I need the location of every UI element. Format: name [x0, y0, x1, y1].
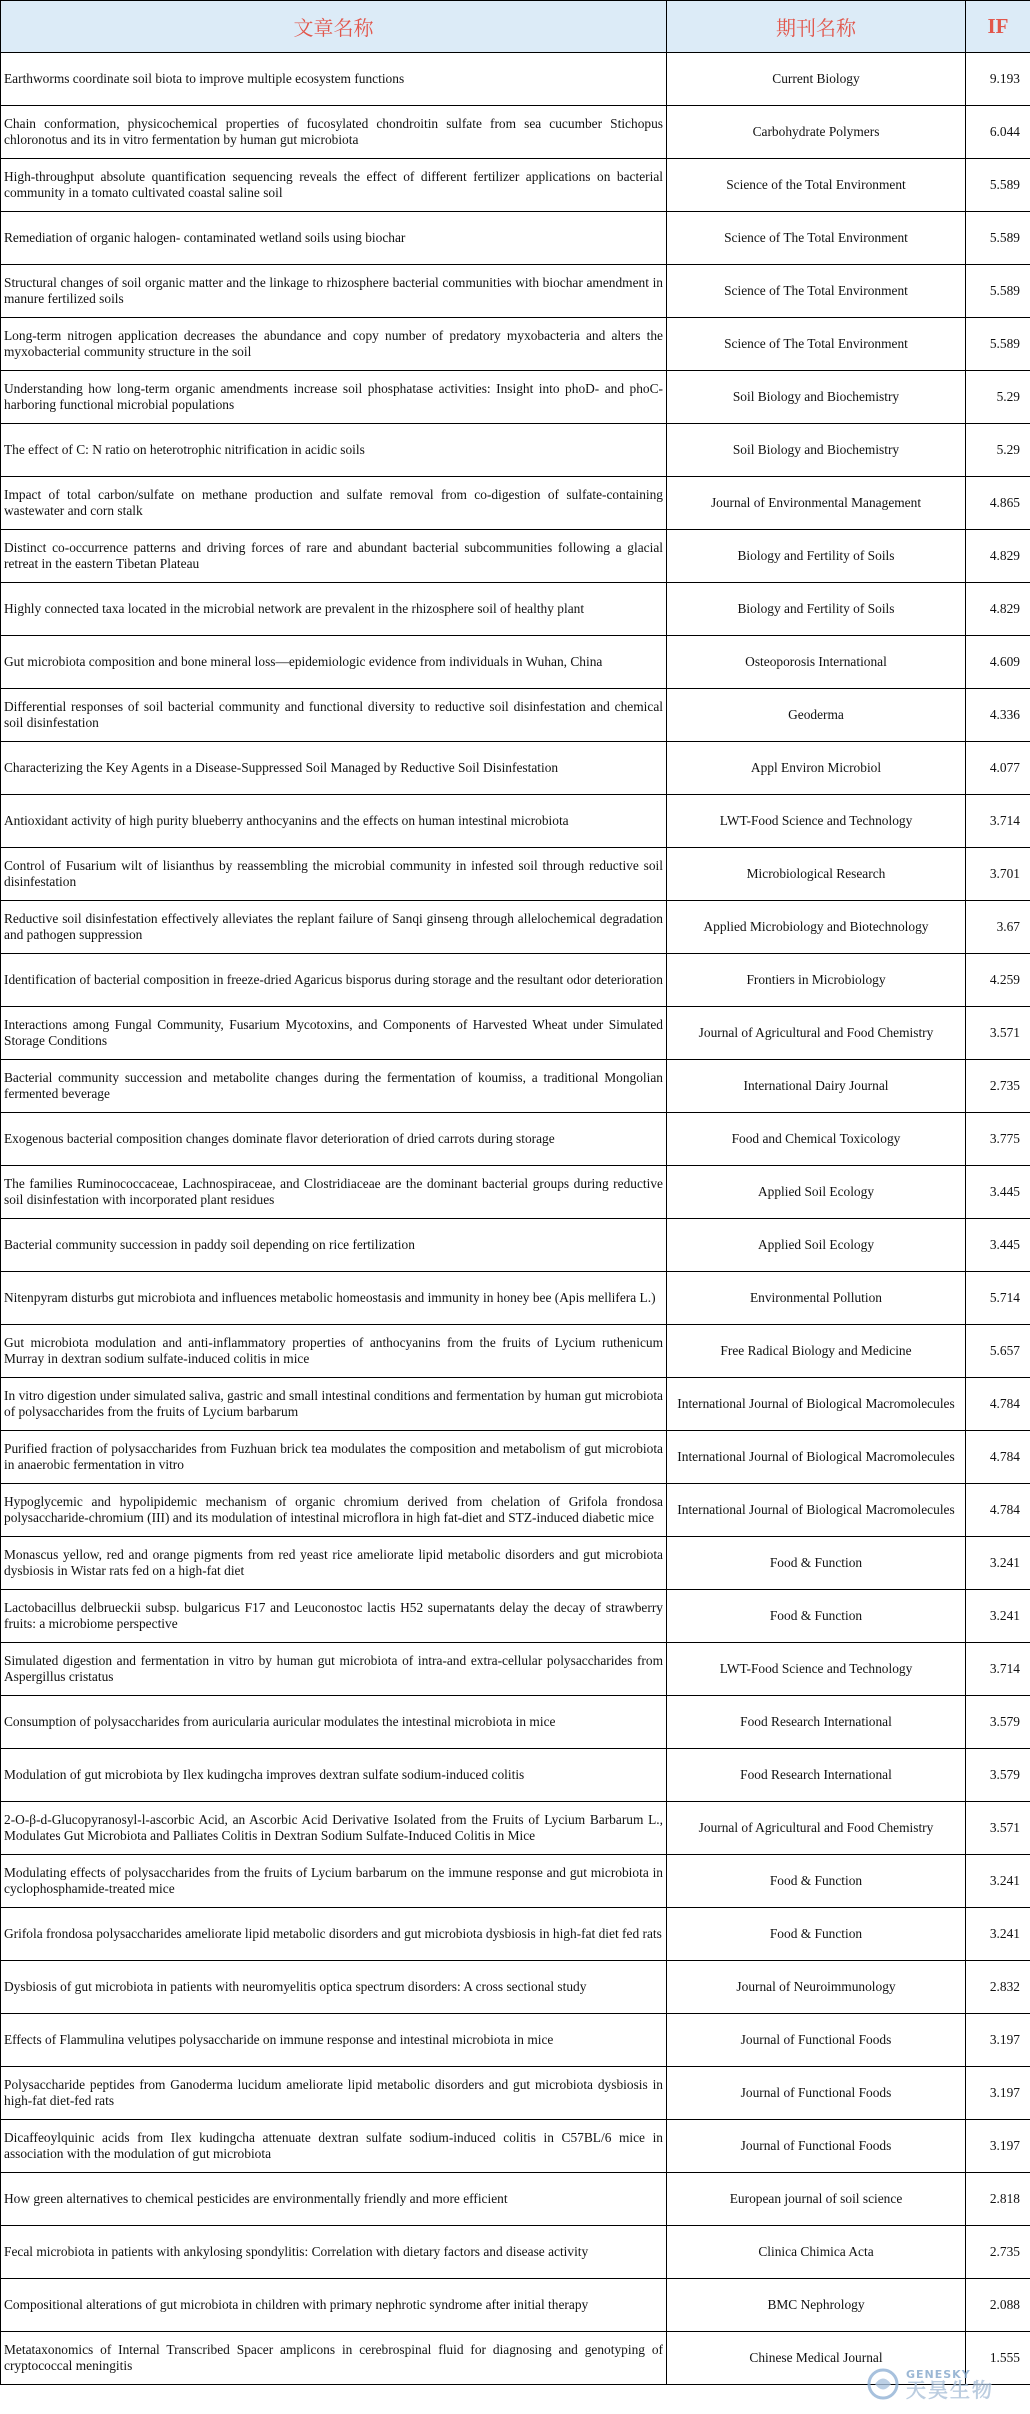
article-title-cell: Compositional alterations of gut microbiota in children with primary nephrotic syndrome after initial therapy — [1, 2279, 667, 2332]
impact-factor-cell: 5.29 — [966, 424, 1030, 477]
article-title-cell: Reductive soil disinfestation effectively alleviates the replant failure of Sanqi ginseng through allelochemical degradation and pathogen suppression — [1, 901, 667, 954]
journal-name-cell: Science of the Total Environment — [667, 159, 966, 212]
journal-name-cell: Journal of Functional Foods — [667, 2120, 966, 2173]
impact-factor-cell: 3.571 — [966, 1802, 1030, 1855]
journal-name-cell: European journal of soil science — [667, 2173, 966, 2226]
article-title-cell: 2-O-β-d-Glucopyranosyl-l-ascorbic Acid, an Ascorbic Acid Derivative Isolated from the Fruits of Lycium Barbarum L., Modulates Gut Microbiota and Palliates Colitis in Dextran Sodium Sulfate-Induced Colitis in Mice — [1, 1802, 667, 1855]
journal-name-cell: BMC Nephrology — [667, 2279, 966, 2332]
table-row — [1, 1219, 1030, 1272]
impact-factor-cell: 3.714 — [966, 1643, 1030, 1696]
impact-factor-cell: 5.589 — [966, 212, 1030, 265]
impact-factor-cell: 3.241 — [966, 1590, 1030, 1643]
article-title-cell: Purified fraction of polysaccharides from Fuzhuan brick tea modulates the composition and metabolism of gut microbiota in anaerobic fermentation in vitro — [1, 1431, 667, 1484]
journal-name-cell: Food & Function — [667, 1908, 966, 1961]
article-title-cell: Metataxonomics of Internal Transcribed Spacer amplicons in cerebrospinal fluid for diagnosing and genotyping of cryptococcal meningitis — [1, 2332, 667, 2385]
table-row — [1, 583, 1030, 636]
table-row — [1, 1908, 1030, 1961]
table-row — [1, 1749, 1030, 1802]
table-row — [1, 2279, 1030, 2332]
impact-factor-cell: 1.555 — [966, 2332, 1030, 2385]
impact-factor-cell: 4.829 — [966, 583, 1030, 636]
article-title-cell: Bacterial community succession in paddy soil depending on rice fertilization — [1, 1219, 667, 1272]
article-title-cell: Structural changes of soil organic matter and the linkage to rhizosphere bacterial communities with biochar amendment in manure fertilized soils — [1, 265, 667, 318]
journal-name-cell: International Dairy Journal — [667, 1060, 966, 1113]
article-title-cell: Modulation of gut microbiota by Ilex kudingcha improves dextran sulfate sodium-induced colitis — [1, 1749, 667, 1802]
impact-factor-cell: 4.784 — [966, 1378, 1030, 1431]
journal-name-cell: Soil Biology and Biochemistry — [667, 371, 966, 424]
table-row — [1, 1166, 1030, 1219]
table-row — [1, 1007, 1030, 1060]
header-article-title: 文章名称 — [1, 1, 667, 53]
header-impact-factor: IF — [966, 1, 1030, 53]
table-row — [1, 1484, 1030, 1537]
impact-factor-cell: 3.197 — [966, 2120, 1030, 2173]
impact-factor-cell: 9.193 — [966, 53, 1030, 106]
impact-factor-cell: 3.197 — [966, 2067, 1030, 2120]
table-row — [1, 424, 1030, 477]
watermark-name-cn: 天昊生物 — [906, 2377, 994, 2402]
table-row — [1, 1272, 1030, 1325]
journal-name-cell: LWT-Food Science and Technology — [667, 795, 966, 848]
impact-factor-cell: 3.67 — [966, 901, 1030, 954]
impact-factor-cell: 4.609 — [966, 636, 1030, 689]
journal-name-cell: Food Research International — [667, 1749, 966, 1802]
table-row — [1, 1643, 1030, 1696]
table-row — [1, 1961, 1030, 2014]
table-row — [1, 371, 1030, 424]
article-title-cell: Understanding how long-term organic amendments increase soil phosphatase activities: Insight into phoD- and phoC-harboring functional microbial populations — [1, 371, 667, 424]
article-title-cell: Nitenpyram disturbs gut microbiota and influences metabolic homeostasis and immunity in honey bee (Apis mellifera L.) — [1, 1272, 667, 1325]
impact-factor-cell: 4.259 — [966, 954, 1030, 1007]
table-row — [1, 2173, 1030, 2226]
impact-factor-cell: 3.579 — [966, 1749, 1030, 1802]
impact-factor-cell: 5.29 — [966, 371, 1030, 424]
impact-factor-cell: 2.832 — [966, 1961, 1030, 2014]
journal-name-cell: Biology and Fertility of Soils — [667, 530, 966, 583]
journal-name-cell: Food Research International — [667, 1696, 966, 1749]
article-title-cell: Impact of total carbon/sulfate on methane production and sulfate removal from co-digestion of sulfate-containing wastewater and corn stalk — [1, 477, 667, 530]
impact-factor-cell: 2.735 — [966, 2226, 1030, 2279]
journal-name-cell: Food & Function — [667, 1590, 966, 1643]
table-row — [1, 954, 1030, 1007]
impact-factor-cell: 3.241 — [966, 1908, 1030, 1961]
article-title-cell: Fecal microbiota in patients with ankylosing spondylitis: Correlation with dietary factors and disease activity — [1, 2226, 667, 2279]
impact-factor-cell: 4.784 — [966, 1431, 1030, 1484]
article-title-cell: Modulating effects of polysaccharides from the fruits of Lycium barbarum on the immune response and gut microbiota in cyclophosphamide-treated mice — [1, 1855, 667, 1908]
journal-name-cell: Journal of Agricultural and Food Chemistry — [667, 1007, 966, 1060]
table-row — [1, 1802, 1030, 1855]
impact-factor-cell: 2.818 — [966, 2173, 1030, 2226]
article-title-cell: Long-term nitrogen application decreases the abundance and copy number of predatory myxobacteria and alters the myxobacterial community structure in the soil — [1, 318, 667, 371]
article-title-cell: Identification of bacterial composition in freeze-dried Agaricus bisporus during storage and the resultant odor deterioration — [1, 954, 667, 1007]
impact-factor-cell: 3.571 — [966, 1007, 1030, 1060]
table-row — [1, 1113, 1030, 1166]
article-title-cell: Lactobacillus delbrueckii subsp. bulgaricus F17 and Leuconostoc lactis H52 supernatants delay the decay of strawberry fruits: a microbiome perspective — [1, 1590, 667, 1643]
journal-name-cell: Journal of Functional Foods — [667, 2067, 966, 2120]
journal-name-cell: Food & Function — [667, 1855, 966, 1908]
article-title-cell: Polysaccharide peptides from Ganoderma lucidum ameliorate lipid metabolic disorders and gut microbiota dysbiosis in high-fat diet-fed rats — [1, 2067, 667, 2120]
journal-name-cell: Science of The Total Environment — [667, 318, 966, 371]
journal-name-cell: Clinica Chimica Acta — [667, 2226, 966, 2279]
article-title-cell: Dicaffeoylquinic acids from Ilex kudingcha attenuate dextran sulfate sodium-induced colitis in C57BL/6 mice in association with the modulation of gut microbiota — [1, 2120, 667, 2173]
journal-name-cell: Current Biology — [667, 53, 966, 106]
journal-name-cell: Food & Function — [667, 1537, 966, 1590]
watermark-name-en: GENESKY — [906, 2367, 971, 2381]
journal-name-cell: Journal of Neuroimmunology — [667, 1961, 966, 2014]
impact-factor-cell: 3.445 — [966, 1219, 1030, 1272]
article-title-cell: Simulated digestion and fermentation in vitro by human gut microbiota of intra-and extra-cellular polysaccharides from Aspergillus cristatus — [1, 1643, 667, 1696]
impact-factor-cell: 5.657 — [966, 1325, 1030, 1378]
impact-factor-cell: 3.579 — [966, 1696, 1030, 1749]
impact-factor-cell: 3.241 — [966, 1855, 1030, 1908]
article-title-cell: Differential responses of soil bacterial community and functional diversity to reductive soil disinfestation and chemical soil disinfestation — [1, 689, 667, 742]
journal-name-cell: Environmental Pollution — [667, 1272, 966, 1325]
table-row — [1, 742, 1030, 795]
article-title-cell: How green alternatives to chemical pesticides are environmentally friendly and more efficient — [1, 2173, 667, 2226]
table-row — [1, 2014, 1030, 2067]
table-row — [1, 212, 1030, 265]
article-title-cell: Earthworms coordinate soil biota to improve multiple ecosystem functions — [1, 53, 667, 106]
article-title-cell: Characterizing the Key Agents in a Disease-Suppressed Soil Managed by Reductive Soil Disinfestation — [1, 742, 667, 795]
table-row — [1, 1696, 1030, 1749]
table-row — [1, 848, 1030, 901]
impact-factor-cell: 4.336 — [966, 689, 1030, 742]
table-row — [1, 689, 1030, 742]
impact-factor-cell: 3.241 — [966, 1537, 1030, 1590]
article-title-cell: Gut microbiota composition and bone mineral loss—epidemiologic evidence from individuals in Wuhan, China — [1, 636, 667, 689]
journal-name-cell: International Journal of Biological Macromolecules — [667, 1378, 966, 1431]
table-header-row — [1, 1, 1030, 53]
journal-name-cell: Applied Microbiology and Biotechnology — [667, 901, 966, 954]
journal-name-cell: Applied Soil Ecology — [667, 1166, 966, 1219]
article-title-cell: The effect of C: N ratio on heterotrophic nitrification in acidic soils — [1, 424, 667, 477]
journal-name-cell: International Journal of Biological Macromolecules — [667, 1431, 966, 1484]
journal-name-cell: Science of The Total Environment — [667, 265, 966, 318]
impact-factor-cell: 4.865 — [966, 477, 1030, 530]
journal-name-cell: Food and Chemical Toxicology — [667, 1113, 966, 1166]
journal-name-cell: Osteoporosis International — [667, 636, 966, 689]
table-row — [1, 106, 1030, 159]
article-title-cell: Hypoglycemic and hypolipidemic mechanism of organic chromium derived from chelation of Grifola frondosa polysaccharide-chromium (III) and its modulation of intestinal microflora in high fat-diet and STZ-induced diabetic mice — [1, 1484, 667, 1537]
impact-factor-cell: 5.589 — [966, 318, 1030, 371]
article-title-cell: Gut microbiota modulation and anti-inflammatory properties of anthocyanins from the fruits of Lycium ruthenicum Murray in dextran sodium sulfate-induced colitis in mice — [1, 1325, 667, 1378]
table-row — [1, 1060, 1030, 1113]
article-title-cell: Chain conformation, physicochemical properties of fucosylated chondroitin sulfate from sea cucumber Stichopus chloronotus and its in vitro fermentation by human gut microbiota — [1, 106, 667, 159]
impact-factor-cell: 3.701 — [966, 848, 1030, 901]
table-row — [1, 1325, 1030, 1378]
impact-factor-cell: 3.714 — [966, 795, 1030, 848]
impact-factor-cell: 2.735 — [966, 1060, 1030, 1113]
impact-factor-cell: 4.077 — [966, 742, 1030, 795]
table-row — [1, 795, 1030, 848]
table-row — [1, 636, 1030, 689]
article-title-cell: High-throughput absolute quantification sequencing reveals the effect of different fertilizer applications on bacterial community in a tomato cultivated coastal saline soil — [1, 159, 667, 212]
article-title-cell: Highly connected taxa located in the microbial network are prevalent in the rhizosphere soil of healthy plant — [1, 583, 667, 636]
impact-factor-cell: 2.088 — [966, 2279, 1030, 2332]
article-title-cell: Antioxidant activity of high purity blueberry anthocyanins and the effects on human intestinal microbiota — [1, 795, 667, 848]
article-title-cell: Monascus yellow, red and orange pigments from red yeast rice ameliorate lipid metabolic disorders and gut microbiota dysbiosis in Wistar rats fed on a high-fat diet — [1, 1537, 667, 1590]
article-title-cell: In vitro digestion under simulated saliva, gastric and small intestinal conditions and fermentation by human gut microbiota of polysaccharides from the fruits of Lycium barbarum — [1, 1378, 667, 1431]
article-title-cell: Effects of Flammulina velutipes polysaccharide on immune response and intestinal microbiota in mice — [1, 2014, 667, 2067]
article-title-cell: Control of Fusarium wilt of lisianthus by reassembling the microbial community in infested soil through reductive soil disinfestation — [1, 848, 667, 901]
impact-factor-cell: 3.445 — [966, 1166, 1030, 1219]
article-title-cell: Exogenous bacterial composition changes dominate flavor deterioration of dried carrots during storage — [1, 1113, 667, 1166]
journal-name-cell: Applied Soil Ecology — [667, 1219, 966, 1272]
header-journal-name: 期刊名称 — [667, 1, 966, 53]
table-row — [1, 53, 1030, 106]
table-row — [1, 1378, 1030, 1431]
article-title-cell: The families Ruminococcaceae, Lachnospiraceae, and Clostridiaceae are the dominant bacterial groups during reductive soil disinfestation with incorporated plant residues — [1, 1166, 667, 1219]
article-title-cell: Interactions among Fungal Community, Fusarium Mycotoxins, and Components of Harvested Wheat under Simulated Storage Conditions — [1, 1007, 667, 1060]
table-row — [1, 318, 1030, 371]
journal-name-cell: Frontiers in Microbiology — [667, 954, 966, 1007]
journal-name-cell: Geoderma — [667, 689, 966, 742]
table-row — [1, 901, 1030, 954]
table-body — [1, 53, 1030, 2385]
table-row — [1, 2332, 1030, 2385]
journal-name-cell: Journal of Functional Foods — [667, 2014, 966, 2067]
article-title-cell: Grifola frondosa polysaccharides ameliorate lipid metabolic disorders and gut microbiota dysbiosis in high-fat diet fed rats — [1, 1908, 667, 1961]
article-title-cell: Distinct co-occurrence patterns and driving forces of rare and abundant bacterial subcommunities following a glacial retreat in the eastern Tibetan Plateau — [1, 530, 667, 583]
journal-name-cell: Chinese Medical Journal — [667, 2332, 966, 2385]
table-row — [1, 2120, 1030, 2173]
table-row — [1, 1537, 1030, 1590]
impact-factor-cell: 4.829 — [966, 530, 1030, 583]
journal-name-cell: Journal of Environmental Management — [667, 477, 966, 530]
table-row — [1, 2226, 1030, 2279]
impact-factor-cell: 4.784 — [966, 1484, 1030, 1537]
article-title-cell: Consumption of polysaccharides from auricularia auricular modulates the intestinal microbiota in mice — [1, 1696, 667, 1749]
impact-factor-cell: 3.197 — [966, 2014, 1030, 2067]
article-title-cell: Remediation of organic halogen- contaminated wetland soils using biochar — [1, 212, 667, 265]
journal-name-cell: International Journal of Biological Macromolecules — [667, 1484, 966, 1537]
table-row — [1, 265, 1030, 318]
article-title-cell: Bacterial community succession and metabolite changes during the fermentation of koumiss, a traditional Mongolian fermented beverage — [1, 1060, 667, 1113]
journal-name-cell: Microbiological Research — [667, 848, 966, 901]
impact-factor-cell: 6.044 — [966, 106, 1030, 159]
table-row — [1, 1855, 1030, 1908]
article-title-cell: Dysbiosis of gut microbiota in patients with neuromyelitis optica spectrum disorders: A cross sectional study — [1, 1961, 667, 2014]
journal-name-cell: LWT-Food Science and Technology — [667, 1643, 966, 1696]
journal-name-cell: Soil Biology and Biochemistry — [667, 424, 966, 477]
journal-name-cell: Free Radical Biology and Medicine — [667, 1325, 966, 1378]
journal-name-cell: Carbohydrate Polymers — [667, 106, 966, 159]
table-row — [1, 159, 1030, 212]
impact-factor-cell: 5.589 — [966, 265, 1030, 318]
table-row — [1, 1590, 1030, 1643]
journal-name-cell: Science of The Total Environment — [667, 212, 966, 265]
table-row — [1, 2067, 1030, 2120]
table-row — [1, 477, 1030, 530]
journal-name-cell: Appl Environ Microbiol — [667, 742, 966, 795]
journal-name-cell: Biology and Fertility of Soils — [667, 583, 966, 636]
table-row — [1, 1431, 1030, 1484]
impact-factor-cell: 3.775 — [966, 1113, 1030, 1166]
impact-factor-cell: 5.714 — [966, 1272, 1030, 1325]
impact-factor-cell: 5.589 — [966, 159, 1030, 212]
table-row — [1, 530, 1030, 583]
journal-name-cell: Journal of Agricultural and Food Chemistry — [667, 1802, 966, 1855]
